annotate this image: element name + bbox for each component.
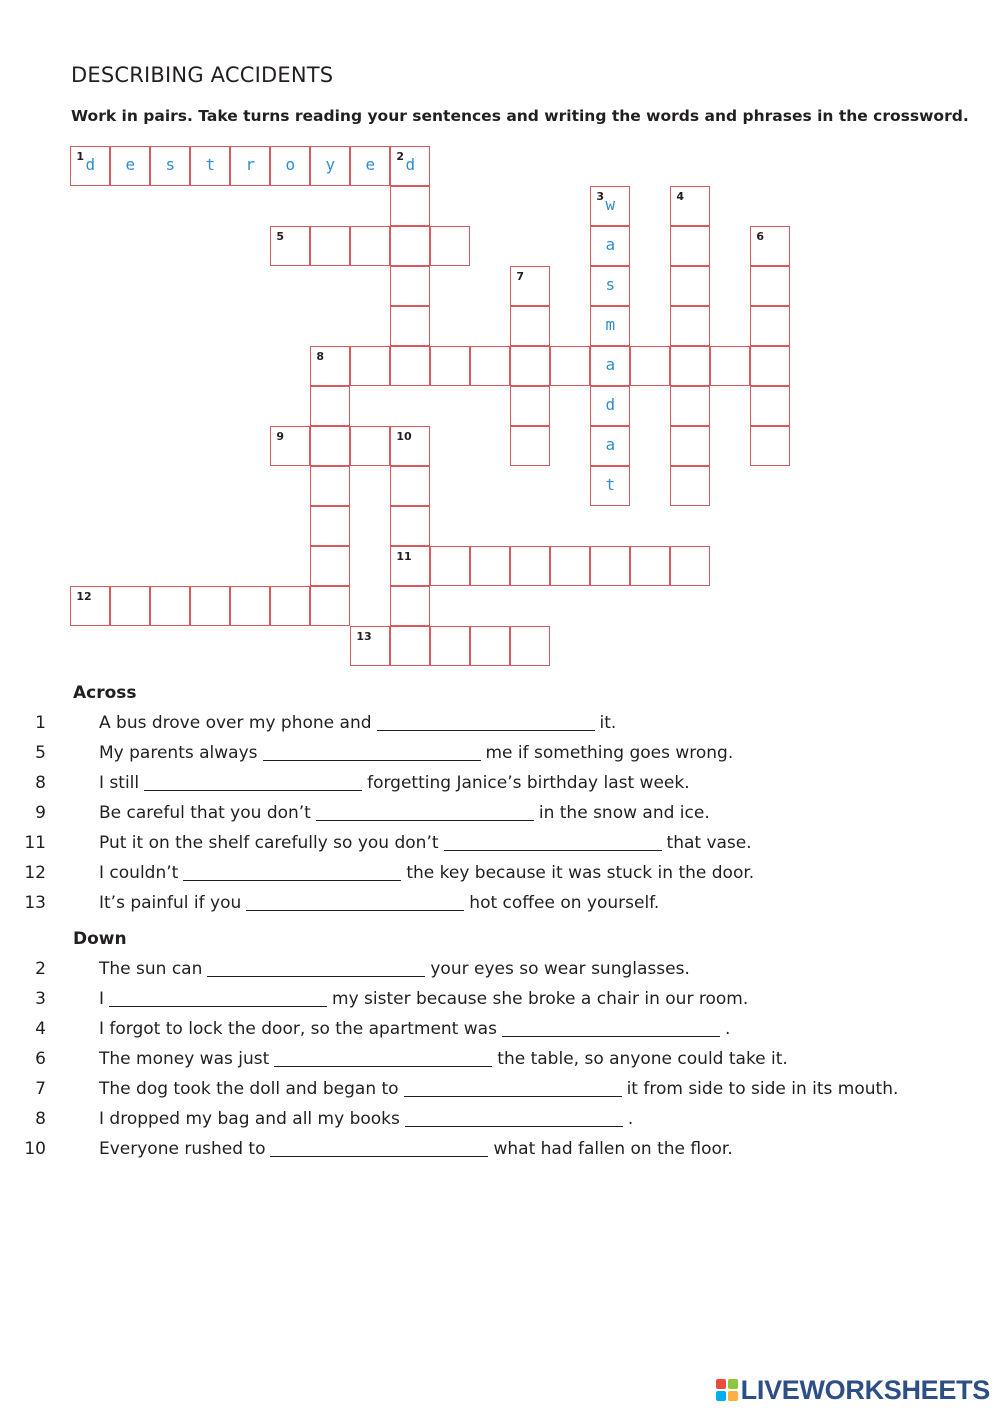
crossword-cell[interactable] xyxy=(190,586,230,626)
crossword-cell[interactable] xyxy=(510,626,550,666)
clue-text-after: hot coffee on yourself. xyxy=(469,893,660,913)
clue-number: 1 xyxy=(35,713,46,733)
crossword-cell[interactable] xyxy=(390,426,430,466)
down-clue xyxy=(0,1045,960,1073)
crossword-cell[interactable] xyxy=(350,426,390,466)
clue-text-after: my sister because she broke a chair in our room. xyxy=(332,989,749,1009)
answer-letter: e xyxy=(125,155,136,175)
liveworksheets-logo-icon xyxy=(716,1379,738,1401)
clue-number: 6 xyxy=(35,1049,46,1069)
down-heading: Down xyxy=(73,929,127,949)
crossword-cell[interactable] xyxy=(310,586,350,626)
crossword-cell[interactable] xyxy=(510,266,550,306)
crossword-cell[interactable] xyxy=(470,346,510,386)
crossword-cell[interactable] xyxy=(310,466,350,506)
liveworksheets-logo[interactable] xyxy=(716,1375,990,1405)
down-clue xyxy=(0,1135,960,1163)
crossword-cell[interactable] xyxy=(710,346,750,386)
answer-blank[interactable] xyxy=(502,1020,720,1037)
crossword-cell[interactable] xyxy=(510,386,550,426)
crossword-cell[interactable] xyxy=(470,626,510,666)
answer-blank[interactable] xyxy=(246,894,464,911)
clue-text-before: Be careful that you don’t xyxy=(99,803,311,823)
crossword-cell[interactable] xyxy=(390,266,430,306)
down-clue xyxy=(0,1105,960,1133)
crossword-cell[interactable] xyxy=(590,186,630,226)
crossword-cell[interactable] xyxy=(750,386,790,426)
clue-number: 8 xyxy=(35,1109,46,1129)
crossword-cell[interactable] xyxy=(750,346,790,386)
clue-text-before: I xyxy=(99,989,105,1009)
crossword-cell[interactable] xyxy=(670,226,710,266)
clue-number: 3 xyxy=(596,190,604,204)
answer-letter: e xyxy=(365,155,376,175)
crossword-cell[interactable] xyxy=(350,146,390,186)
crossword-cell[interactable] xyxy=(590,306,630,346)
answer-letter: d xyxy=(405,155,416,175)
clue-text-before: It’s painful if you xyxy=(99,893,242,913)
clue-text-before: The dog took the doll and began to xyxy=(99,1079,399,1099)
clue-number: 12 xyxy=(76,590,92,604)
clue-text-after: the table, so anyone could take it. xyxy=(497,1049,788,1069)
crossword-cell[interactable] xyxy=(390,586,430,626)
clue-number: 13 xyxy=(356,630,372,644)
crossword-cell[interactable] xyxy=(310,506,350,546)
clue-number: 8 xyxy=(35,773,46,793)
crossword-cell[interactable] xyxy=(550,546,590,586)
crossword-cell[interactable] xyxy=(590,546,630,586)
crossword-cell[interactable] xyxy=(390,226,430,266)
crossword-cell[interactable] xyxy=(150,146,190,186)
clue-number: 5 xyxy=(35,743,46,763)
answer-letter: t xyxy=(605,475,616,495)
clue-number: 4 xyxy=(35,1019,46,1039)
answer-blank[interactable] xyxy=(207,960,425,977)
crossword-cell[interactable] xyxy=(310,426,350,466)
clue-text-after: it. xyxy=(599,713,617,733)
crossword-cell[interactable] xyxy=(510,426,550,466)
crossword-cell[interactable] xyxy=(190,146,230,186)
clue-number: 2 xyxy=(35,959,46,979)
down-clue xyxy=(0,985,960,1013)
crossword-cell[interactable] xyxy=(470,546,510,586)
clue-text-before: Put it on the shelf carefully so you don’t xyxy=(99,833,439,853)
crossword-cell[interactable] xyxy=(70,586,110,626)
clue-text-after: it from side to side in its mouth. xyxy=(626,1079,899,1099)
clue-text-after: in the snow and ice. xyxy=(538,803,710,823)
crossword-cell[interactable] xyxy=(590,466,630,506)
clue-number: 3 xyxy=(35,989,46,1009)
clue-text-before: A bus drove over my phone and xyxy=(99,713,372,733)
answer-letter: s xyxy=(165,155,176,175)
answer-blank[interactable] xyxy=(405,1110,623,1127)
crossword-cell[interactable] xyxy=(670,266,710,306)
clue-number: 10 xyxy=(396,430,412,444)
answer-blank[interactable] xyxy=(144,774,362,791)
crossword-cell[interactable] xyxy=(350,626,390,666)
clue-number: 9 xyxy=(35,803,46,823)
answer-letter: t xyxy=(205,155,216,175)
crossword-cell[interactable] xyxy=(590,226,630,266)
clue-number: 11 xyxy=(24,833,46,853)
crossword-cell[interactable] xyxy=(670,426,710,466)
crossword-cell[interactable] xyxy=(430,346,470,386)
crossword-cell[interactable] xyxy=(390,506,430,546)
crossword-cell[interactable] xyxy=(430,546,470,586)
clue-number: 7 xyxy=(35,1079,46,1099)
clue-number: 2 xyxy=(396,150,404,164)
answer-blank[interactable] xyxy=(377,714,595,731)
across-clue xyxy=(0,709,960,737)
page-title: DESCRIBING ACCIDENTS xyxy=(71,63,334,87)
across-clue xyxy=(0,739,960,767)
clue-number: 1 xyxy=(76,150,84,164)
crossword-cell[interactable] xyxy=(750,426,790,466)
clue-number: 10 xyxy=(24,1139,46,1159)
crossword-cell[interactable] xyxy=(230,586,270,626)
crossword-cell[interactable] xyxy=(590,346,630,386)
crossword-cell[interactable] xyxy=(630,346,670,386)
clue-text-before: The sun can xyxy=(99,959,203,979)
crossword-cell[interactable] xyxy=(270,146,310,186)
answer-letter: m xyxy=(605,315,616,335)
clue-number: 8 xyxy=(316,350,324,364)
clue-text-before: I dropped my bag and all my books xyxy=(99,1109,400,1129)
crossword-cell[interactable] xyxy=(390,466,430,506)
answer-blank[interactable] xyxy=(444,834,662,851)
clue-text-before: I forgot to lock the door, so the apartment was xyxy=(99,1019,497,1039)
crossword-cell[interactable] xyxy=(590,426,630,466)
crossword-cell[interactable] xyxy=(750,266,790,306)
crossword-cell[interactable] xyxy=(110,586,150,626)
answer-blank[interactable] xyxy=(109,990,327,1007)
answer-letter: w xyxy=(605,195,616,215)
crossword-cell[interactable] xyxy=(750,226,790,266)
crossword-cell[interactable] xyxy=(590,266,630,306)
clue-number: 4 xyxy=(676,190,684,204)
crossword-cell[interactable] xyxy=(390,626,430,666)
crossword-cell[interactable] xyxy=(70,146,110,186)
crossword-cell[interactable] xyxy=(550,346,590,386)
crossword-cell[interactable] xyxy=(310,546,350,586)
crossword-cell[interactable] xyxy=(670,346,710,386)
crossword-cell[interactable] xyxy=(670,386,710,426)
crossword-cell[interactable] xyxy=(670,466,710,506)
clue-text-after: forgetting Janice’s birthday last week. xyxy=(367,773,690,793)
across-clue xyxy=(0,859,960,887)
crossword-cell[interactable] xyxy=(270,586,310,626)
answer-letter: a xyxy=(605,235,616,255)
crossword-cell[interactable] xyxy=(110,146,150,186)
clue-text-after: me if something goes wrong. xyxy=(485,743,734,763)
answer-blank[interactable] xyxy=(183,864,401,881)
across-clue xyxy=(0,799,960,827)
answer-blank[interactable] xyxy=(316,804,534,821)
clue-number: 5 xyxy=(276,230,284,244)
crossword-cell[interactable] xyxy=(390,306,430,346)
answer-letter: y xyxy=(325,155,336,175)
clue-number: 11 xyxy=(396,550,412,564)
clue-text-before: The money was just xyxy=(99,1049,270,1069)
crossword-cell[interactable] xyxy=(230,146,270,186)
clue-text-before: I couldn’t xyxy=(99,863,179,883)
crossword-cell[interactable] xyxy=(310,146,350,186)
crossword-cell[interactable] xyxy=(430,226,470,266)
clue-text-after: the key because it was stuck in the door. xyxy=(406,863,755,883)
answer-letter: r xyxy=(245,155,256,175)
clue-text-after: . xyxy=(724,1019,731,1039)
down-clue xyxy=(0,955,960,983)
clue-text-before: Everyone rushed to xyxy=(99,1139,266,1159)
clue-text-before: I still xyxy=(99,773,140,793)
crossword-cell[interactable] xyxy=(350,346,390,386)
answer-blank[interactable] xyxy=(404,1080,622,1097)
answer-letter: a xyxy=(605,355,616,375)
answer-blank[interactable] xyxy=(270,1140,488,1157)
crossword-grid xyxy=(0,0,1000,680)
crossword-cell[interactable] xyxy=(150,586,190,626)
instructions: Work in pairs. Take turns reading your sentences and writing the words and phrases in the crossword. xyxy=(71,107,969,125)
clue-text-after: what had fallen on the floor. xyxy=(493,1139,733,1159)
answer-blank[interactable] xyxy=(263,744,481,761)
across-clue xyxy=(0,769,960,797)
clue-text-after: . xyxy=(627,1109,634,1129)
crossword-cell[interactable] xyxy=(750,306,790,346)
crossword-cell[interactable] xyxy=(670,546,710,586)
crossword-cell[interactable] xyxy=(510,546,550,586)
answer-letter: o xyxy=(285,155,296,175)
crossword-cell[interactable] xyxy=(310,386,350,426)
crossword-cell[interactable] xyxy=(310,346,350,386)
crossword-cell[interactable] xyxy=(270,426,310,466)
crossword-cell[interactable] xyxy=(510,306,550,346)
across-heading: Across xyxy=(73,683,137,703)
across-clue xyxy=(0,829,960,857)
crossword-cell[interactable] xyxy=(350,226,390,266)
answer-letter: s xyxy=(605,275,616,295)
answer-letter: a xyxy=(605,435,616,455)
clue-number: 6 xyxy=(756,230,764,244)
clue-text-after: your eyes so wear sunglasses. xyxy=(430,959,690,979)
clue-number: 12 xyxy=(24,863,46,883)
down-clue xyxy=(0,1075,960,1103)
crossword-cell[interactable] xyxy=(310,226,350,266)
crossword-cell[interactable] xyxy=(270,226,310,266)
crossword-cell[interactable] xyxy=(630,546,670,586)
answer-letter: d xyxy=(605,395,616,415)
clue-number: 13 xyxy=(24,893,46,913)
across-clue xyxy=(0,889,960,917)
clue-text-after: that vase. xyxy=(666,833,752,853)
crossword-cell[interactable] xyxy=(390,146,430,186)
answer-letter: d xyxy=(85,155,96,175)
crossword-cell[interactable] xyxy=(510,346,550,386)
clue-number: 7 xyxy=(516,270,524,284)
clue-text-before: My parents always xyxy=(99,743,258,763)
crossword-cell[interactable] xyxy=(590,386,630,426)
answer-blank[interactable] xyxy=(274,1050,492,1067)
crossword-cell[interactable] xyxy=(390,186,430,226)
crossword-cell[interactable] xyxy=(670,186,710,226)
crossword-cell[interactable] xyxy=(670,306,710,346)
crossword-cell[interactable] xyxy=(390,546,430,586)
logo-text: LIVEWORKSHEETS xyxy=(740,1374,990,1405)
down-clue xyxy=(0,1015,960,1043)
clue-number: 9 xyxy=(276,430,284,444)
crossword-cell[interactable] xyxy=(430,626,470,666)
crossword-cell[interactable] xyxy=(390,346,430,386)
